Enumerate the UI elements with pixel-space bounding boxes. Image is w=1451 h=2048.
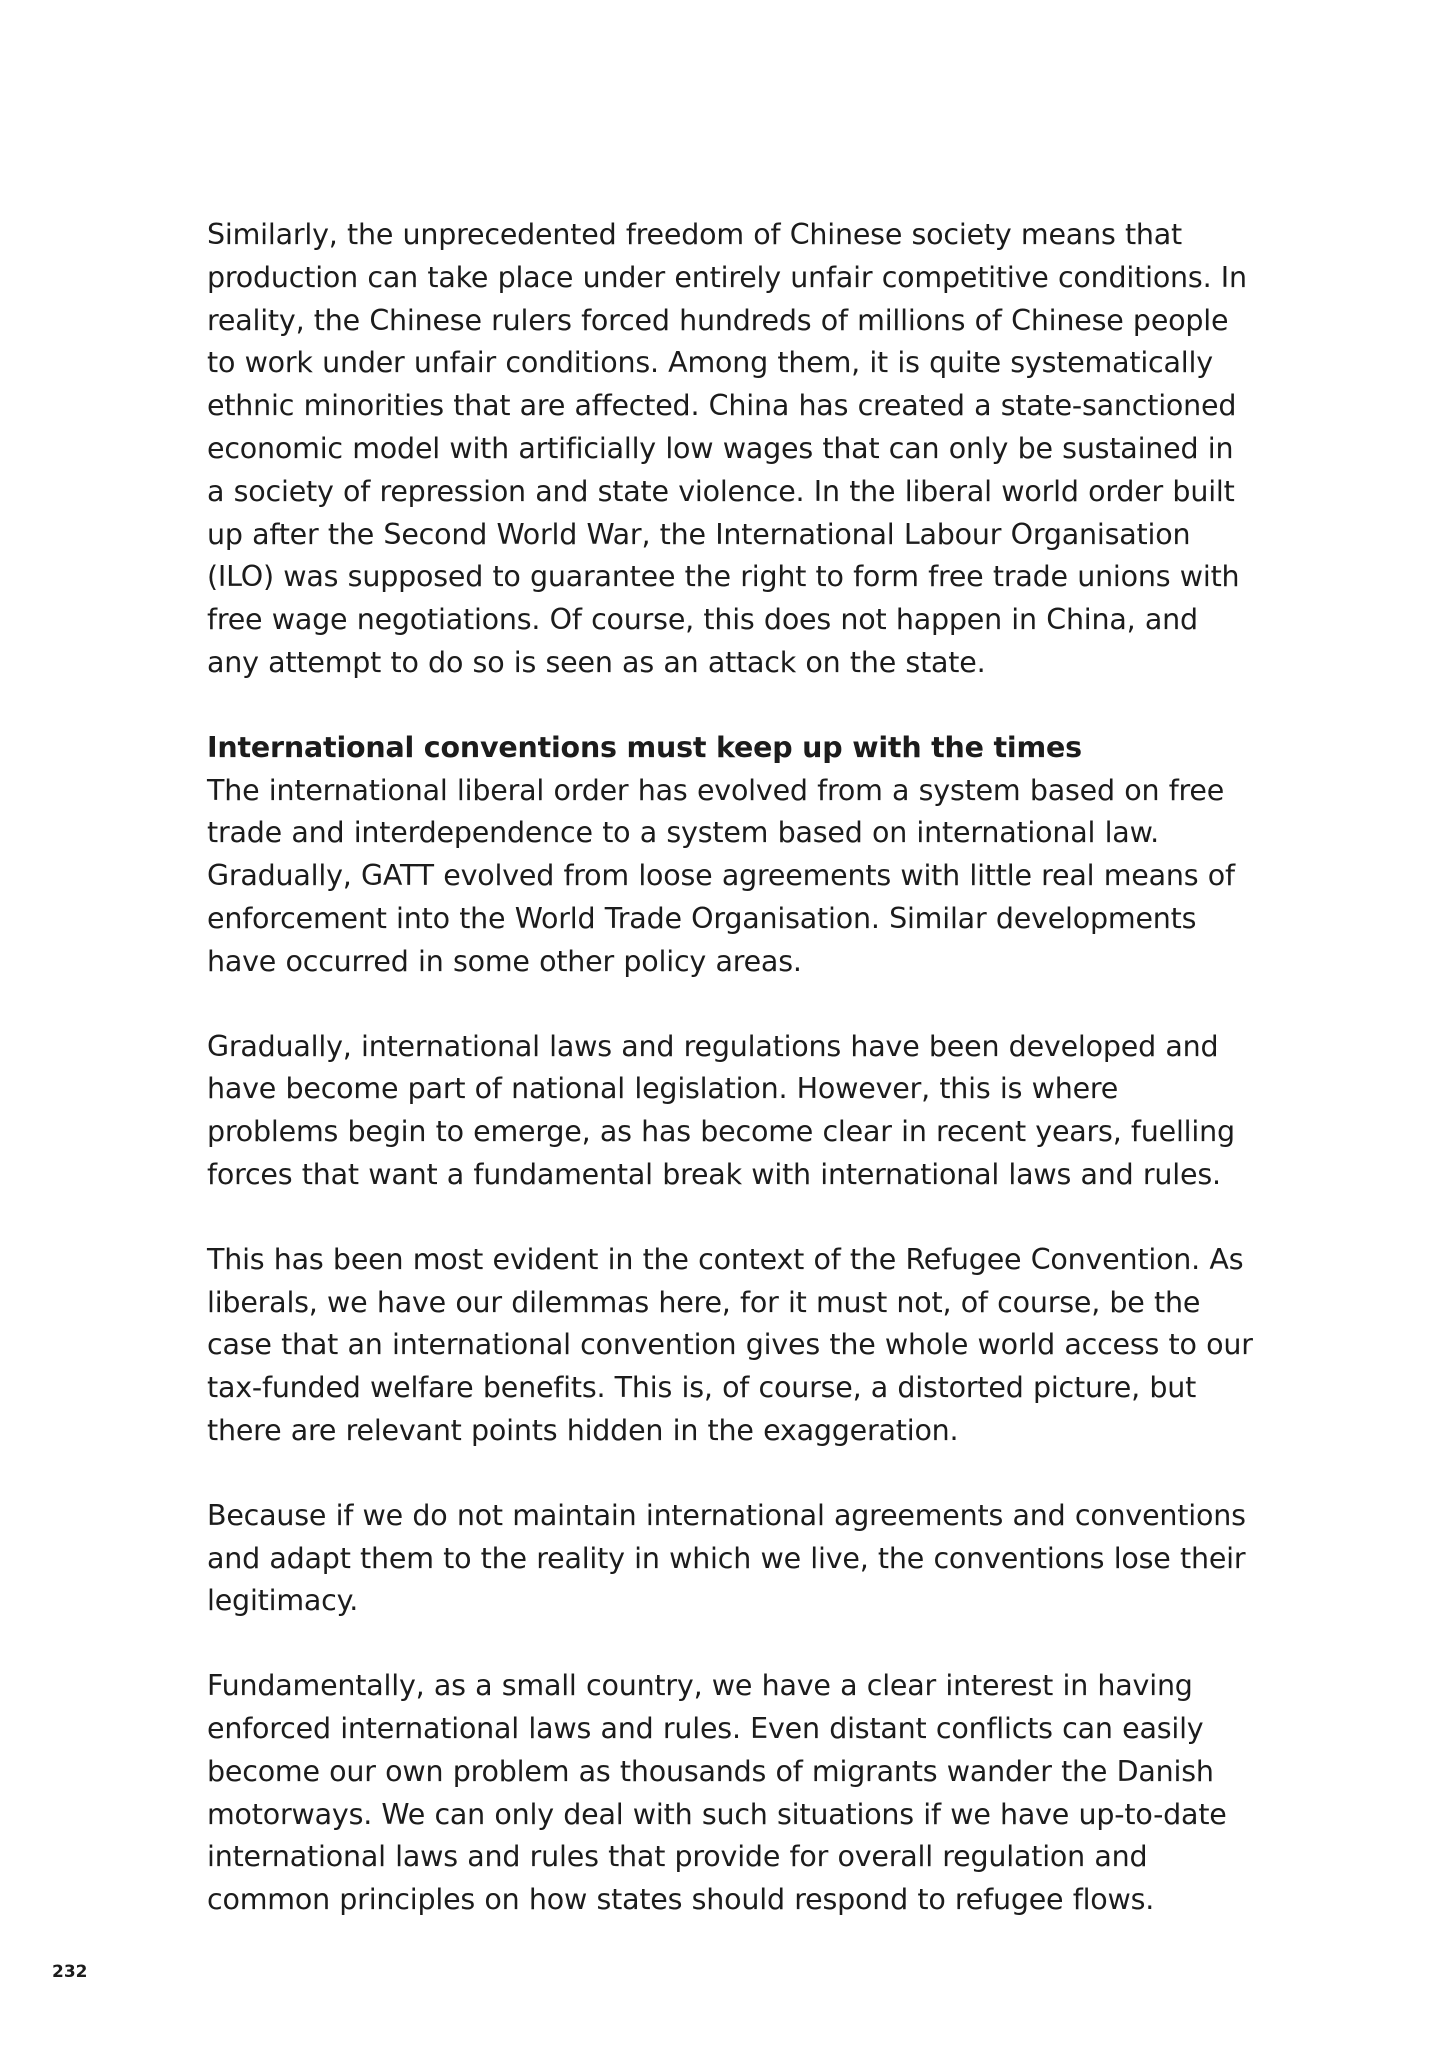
section-heading: International conventions must keep up with the times [207,730,1082,764]
page-number: 232 [52,1962,88,1982]
page-body [207,214,1257,1964]
body-paragraph: Gradually, international laws and regulations have been developed and have become part of national legislation. However, this is where problems begin to emerge, as has become clear in recent years, fuelling forces that want a fundamental break with international laws and rules. [207,1029,1235,1191]
intro-paragraph: Similarly, the unprecedented freedom of Chinese society means that production can take place under entirely unfair competitive conditions. In reality, the Chinese rulers forced hundreds of millions of Chinese people to work under unfair conditions. Among them, it is quite systematically ethnic minorities that are affected. China has created a state-sanctioned economic model with artificially low wages that can only be sustained in a society of repression and state violence. In the liberal world order built up after the Second World War, the International Labour Organisation (ILO) was supposed to guarantee the right to form free trade unions with free wage negotiations. Of course, this does not happen in China, and any attempt to do so is seen as an attack on the state. [207,218,1247,679]
body-paragraph: Because if we do not maintain international agreements and conventions and adapt them to the reality in which we live, the conventions lose their legitimacy. [207,1498,1246,1618]
section-conventions [207,727,1257,1922]
body-paragraph: This has been most evident in the context of the Refugee Convention. As liberals, we have our dilemmas here, for it must not, of course, be the case that an international convention gives the whole world access to our tax-funded welfare benefits. This is, of course, a distorted picture, but there are relevant points hidden in the exaggeration. [207,1242,1253,1447]
body-paragraph: Fundamentally, as a small country, we have a clear interest in having enforced international laws and rules. Even distant conflicts can easily become our own problem as thousands of migrants wander the Danish motorways. We can only deal with such situations if we have up-to-date international laws and rules that provide for overall regulation and common principles on how states should respond to refugee flows. [207,1669,1227,1917]
body-paragraph: The international liberal order has evolved from a system based on free trade and interdependence to a system based on international law. Gradually, GATT evolved from loose agreements with little real means of enforcement into the World Trade Organisation. Similar developments have occurred in some other policy areas. [207,773,1235,978]
